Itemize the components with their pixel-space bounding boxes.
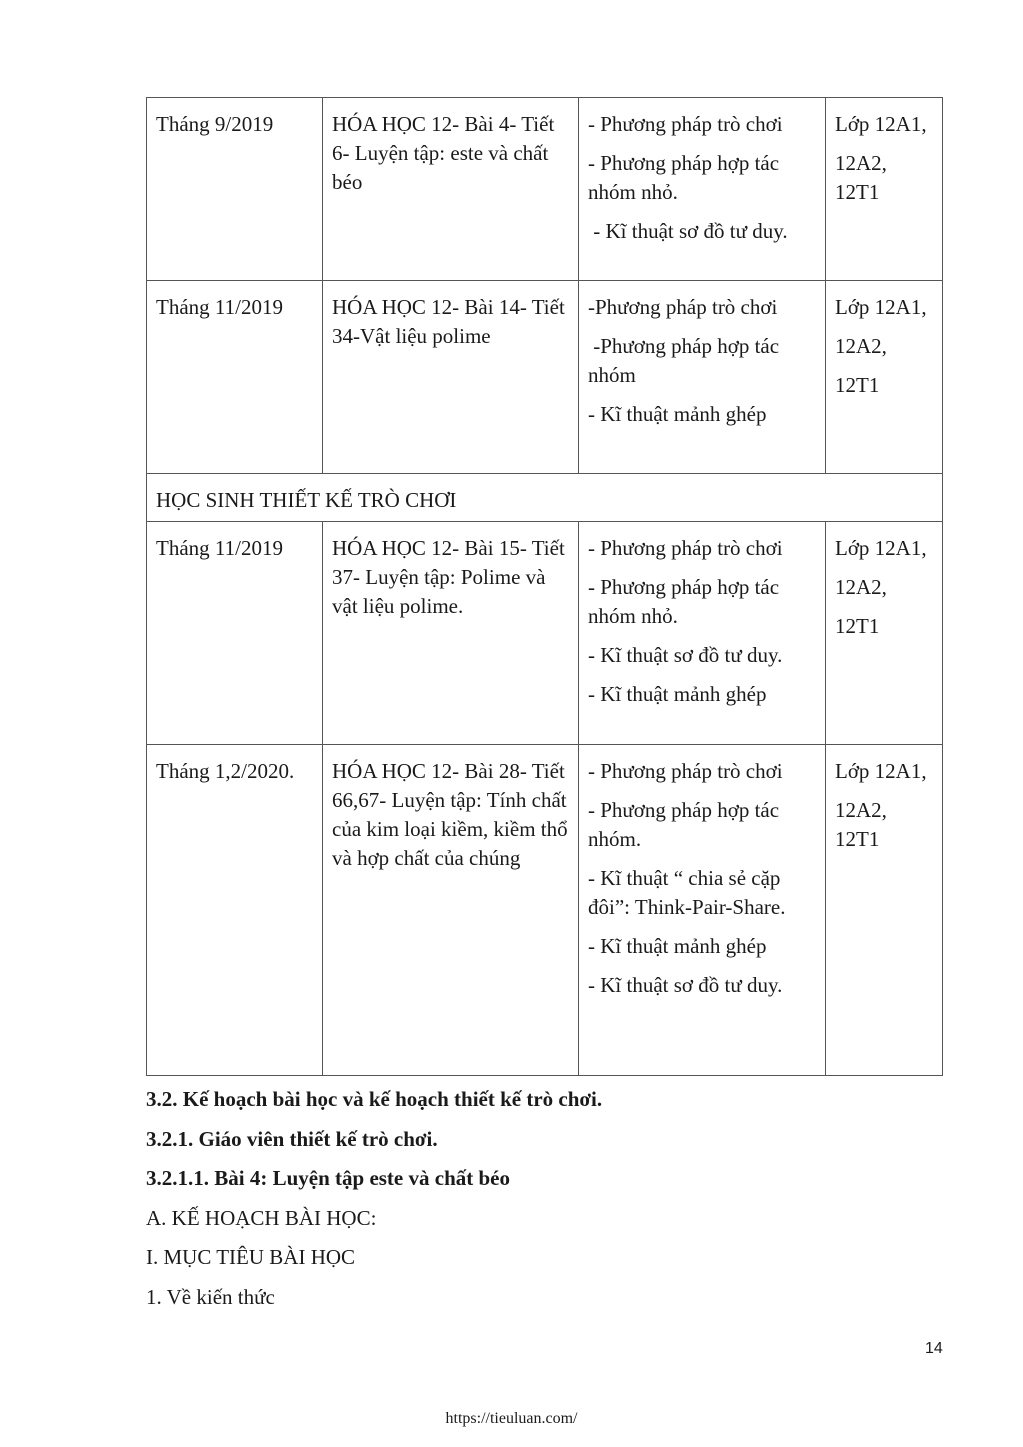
time-cell: Tháng 11/2019 bbox=[147, 522, 323, 745]
classes-cell bbox=[826, 745, 943, 1076]
method-item: -Phương pháp hợp tác nhóm bbox=[588, 334, 785, 387]
class-item: 12A2, 12T1 bbox=[835, 798, 887, 851]
objective-title: I. MỤC TIÊU BÀI HỌC bbox=[146, 1245, 356, 1269]
footer-link[interactable]: https://tieuluan.com/ bbox=[445, 1410, 578, 1427]
method-item: - Phương pháp hợp tác nhóm. bbox=[588, 798, 780, 851]
method-item: - Kĩ thuật sơ đồ tư duy. bbox=[588, 643, 783, 667]
time-cell: Tháng 11/2019 bbox=[147, 281, 323, 474]
table-row bbox=[147, 745, 943, 1076]
lesson-cell: HÓA HỌC 12- Bài 4- Tiết 6- Luyện tập: este và chất béo bbox=[323, 98, 579, 281]
table-row bbox=[147, 98, 943, 281]
time-cell: Tháng 9/2019 bbox=[147, 98, 323, 281]
page-number: 14 bbox=[925, 1340, 943, 1357]
lesson-heading: 3.2.1.1. Bài 4: Luyện tập este và chất béo bbox=[146, 1166, 510, 1190]
class-item: Lớp 12A1, bbox=[835, 112, 927, 136]
plan-title: A. KẾ HOẠCH BÀI HỌC: bbox=[146, 1206, 377, 1230]
subsection-heading: 3.2.1. Giáo viên thiết kế trò chơi. bbox=[146, 1127, 438, 1151]
methods-cell bbox=[579, 522, 826, 745]
section-heading: 3.2. Kế hoạch bài học và kế hoạch thiết kế trò chơi. bbox=[146, 1087, 603, 1111]
class-item: 12A2, bbox=[835, 575, 887, 599]
classes-cell bbox=[826, 281, 943, 474]
method-item: - Phương pháp trò chơi bbox=[588, 759, 783, 783]
class-item: Lớp 12A1, bbox=[835, 295, 927, 319]
classes-cell bbox=[826, 522, 943, 745]
class-item: 12T1 bbox=[835, 614, 880, 638]
method-item: -Phương pháp trò chơi bbox=[588, 295, 778, 319]
methods-cell bbox=[579, 98, 826, 281]
method-item: - Kĩ thuật mảnh ghép bbox=[588, 682, 767, 706]
method-item: - Kĩ thuật sơ đồ tư duy. bbox=[588, 973, 783, 997]
class-item: Lớp 12A1, bbox=[835, 759, 927, 783]
section-row bbox=[147, 474, 943, 522]
activity-table bbox=[146, 97, 943, 1076]
method-item: - Kĩ thuật sơ đồ tư duy. bbox=[588, 219, 788, 243]
class-item: 12A2, bbox=[835, 334, 887, 358]
method-item: - Kĩ thuật “ chia sẻ cặp đôi”: Think-Pair-Share. bbox=[588, 866, 786, 919]
method-item: - Kĩ thuật mảnh ghép bbox=[588, 934, 767, 958]
table-row bbox=[147, 522, 943, 745]
class-item: Lớp 12A1, bbox=[835, 536, 927, 560]
time-cell: Tháng 1,2/2020. bbox=[147, 745, 323, 1076]
section-title: HỌC SINH THIẾT KẾ TRÒ CHƠI bbox=[147, 474, 943, 522]
class-item: 12T1 bbox=[835, 373, 880, 397]
methods-cell bbox=[579, 281, 826, 474]
method-item: - Phương pháp hợp tác nhóm nhỏ. bbox=[588, 575, 780, 628]
method-item: - Phương pháp trò chơi bbox=[588, 112, 783, 136]
lesson-cell: HÓA HỌC 12- Bài 14- Tiết 34-Vật liệu polime bbox=[323, 281, 579, 474]
method-item: - Kĩ thuật mảnh ghép bbox=[588, 402, 767, 426]
lesson-cell: HÓA HỌC 12- Bài 28- Tiết 66,67- Luyện tập: Tính chất của kim loại kiềm, kiềm thổ và hợp chất của chúng bbox=[323, 745, 579, 1076]
method-item: - Phương pháp hợp tác nhóm nhỏ. bbox=[588, 151, 780, 204]
class-item: 12A2, 12T1 bbox=[835, 151, 887, 204]
knowledge-title: 1. Về kiến thức bbox=[146, 1285, 275, 1309]
methods-cell bbox=[579, 745, 826, 1076]
classes-cell bbox=[826, 98, 943, 281]
lesson-cell: HÓA HỌC 12- Bài 15- Tiết 37- Luyện tập: Polime và vật liệu polime. bbox=[323, 522, 579, 745]
table-row bbox=[147, 281, 943, 474]
method-item: - Phương pháp trò chơi bbox=[588, 536, 783, 560]
